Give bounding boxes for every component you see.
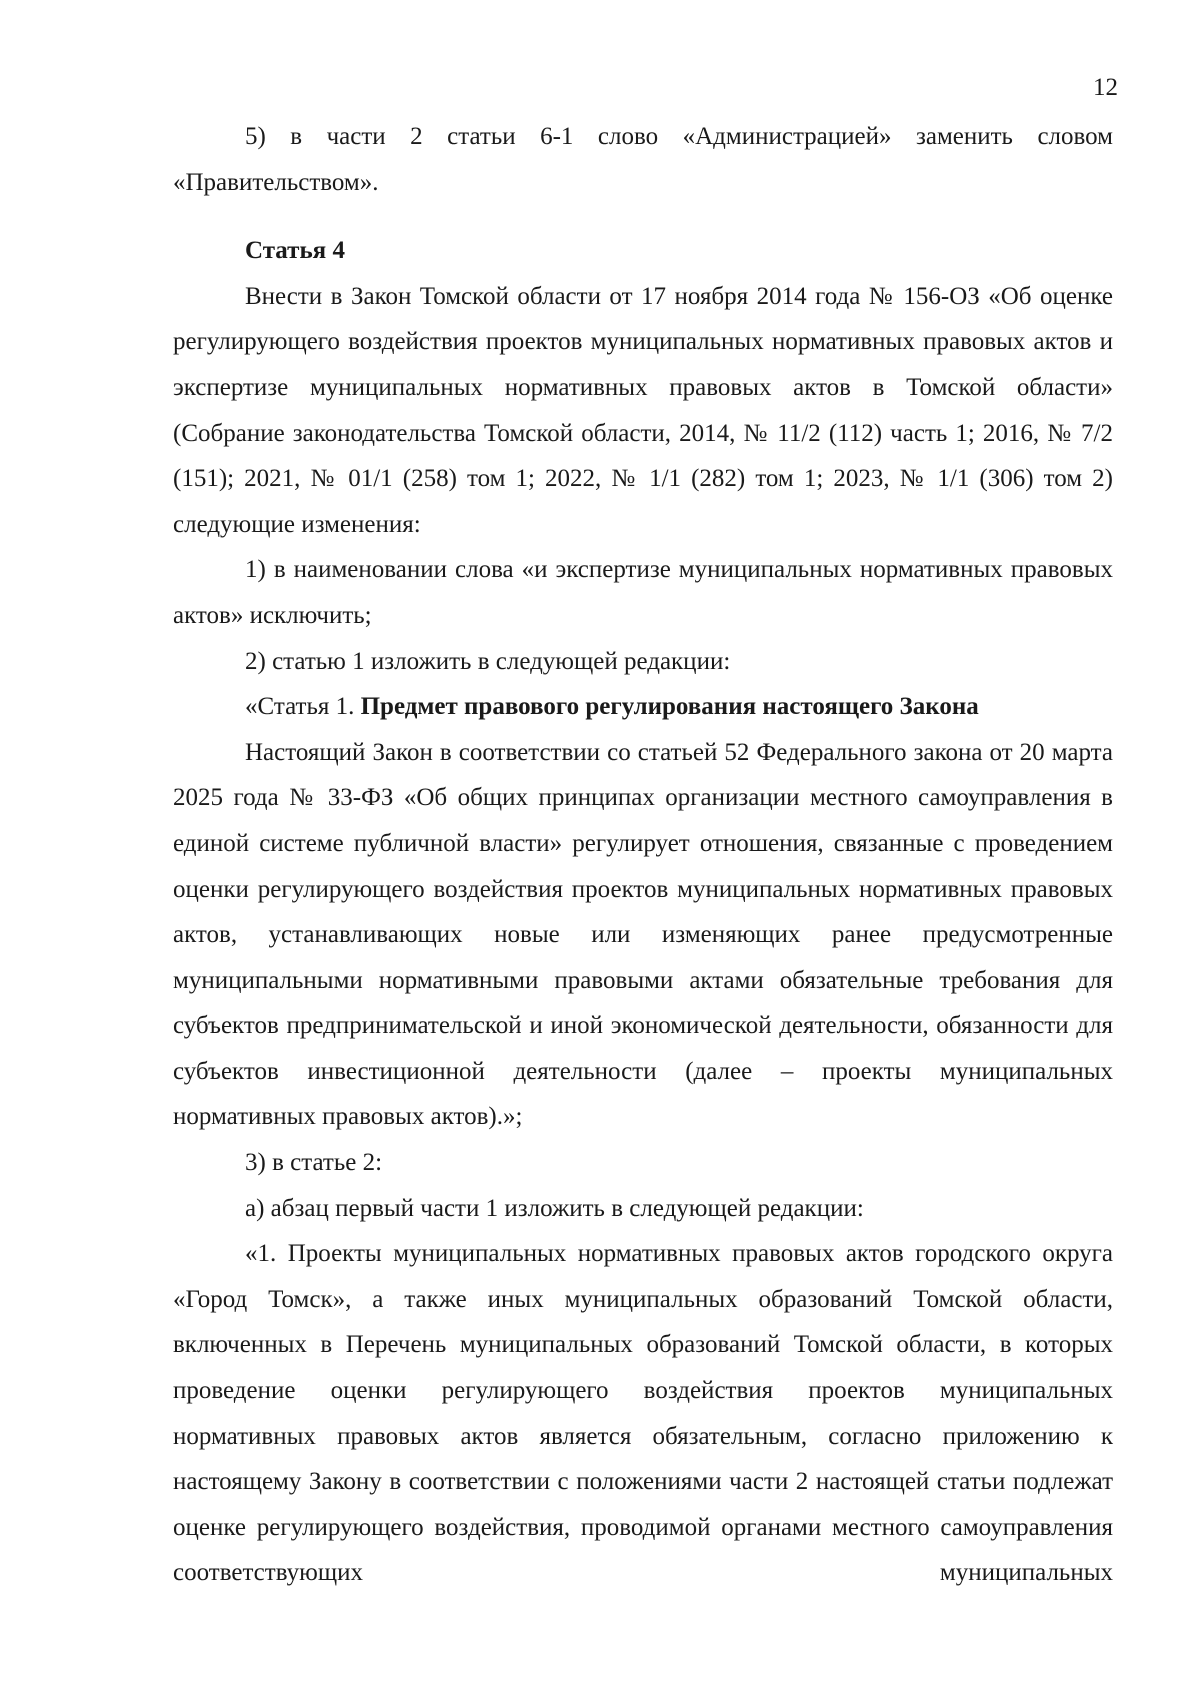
- paragraph-item-3: 3) в статье 2:: [245, 1149, 383, 1177]
- paragraph-article-1-text: Настоящий Закон в соответствии со статьей 52 Федерального закона от 20 марта 2025 года № 33-ФЗ «Об общих принципах организации местного самоуправления в единой системе публичной власти» регулирует отношения, связанные с проведением оценки регулирующего воздействия проектов муниципальных нормативных правовых актов, устанавливающих новые или изменяющих ранее предусмотренные муниципальными нормативными правовыми актами обязательные требования для субъектов предпринимательской и иной экономической деятельности, обязанности для субъектов инвестиционной деятельности (далее – проекты муниципальных нормативных правовых актов).»;: [173, 738, 1113, 1131]
- page-number: 12: [1093, 74, 1118, 101]
- article-heading: Статья 4: [245, 237, 345, 265]
- article-1-prefix: «Статья 1.: [245, 693, 361, 721]
- paragraph-part-1-text: «1. Проекты муниципальных нормативных правовых актов городского округа «Город Томск», а также иных муниципальных образований Томской области, включенных в Перечень муниципальных образований Томской области, в которых проведение оценки регулирующего воздействия проектов муниципальных нормативных правовых актов является обязательным, согласно приложению к настоящему Закону в соответствии с положениями части 2 настоящей статьи подлежат оценке регулирующего воздействия, проводимой органами местного самоуправления соответствующих муниципальных: [173, 1240, 1113, 1587]
- paragraph-item-2: 2) статью 1 изложить в следующей редакции:: [245, 647, 731, 675]
- paragraph-subitem-a: а) абзац первый части 1 изложить в следующей редакции:: [245, 1194, 864, 1222]
- article-1-title: Предмет правового регулирования настоящего Закона: [360, 693, 979, 721]
- paragraph-item-1: 1) в наименовании слова «и экспертизе муниципальных нормативных правовых актов» исключить;: [173, 556, 1113, 629]
- document-body: [173, 114, 1113, 1596]
- paragraph-article-1-title: [173, 684, 1113, 730]
- paragraph-amendment-intro: Внести в Закон Томской области от 17 ноября 2014 года № 156-ОЗ «Об оценке регулирующего воздействия проектов муниципальных нормативных правовых актов и экспертизе муниципальных нормативных правовых актов в Томской области» (Собрание законодательства Томской области, 2014, № 11/2 (112) часть 1; 2016, № 7/2 (151); 2021, № 01/1 (258) том 1; 2022, № 1/1 (282) том 1; 2023, № 1/1 (306) том 2) следующие изменения:: [173, 282, 1113, 538]
- paragraph-item-5: 5) в части 2 статьи 6-1 слово «Администрацией» заменить словом «Правительством».: [173, 123, 1113, 196]
